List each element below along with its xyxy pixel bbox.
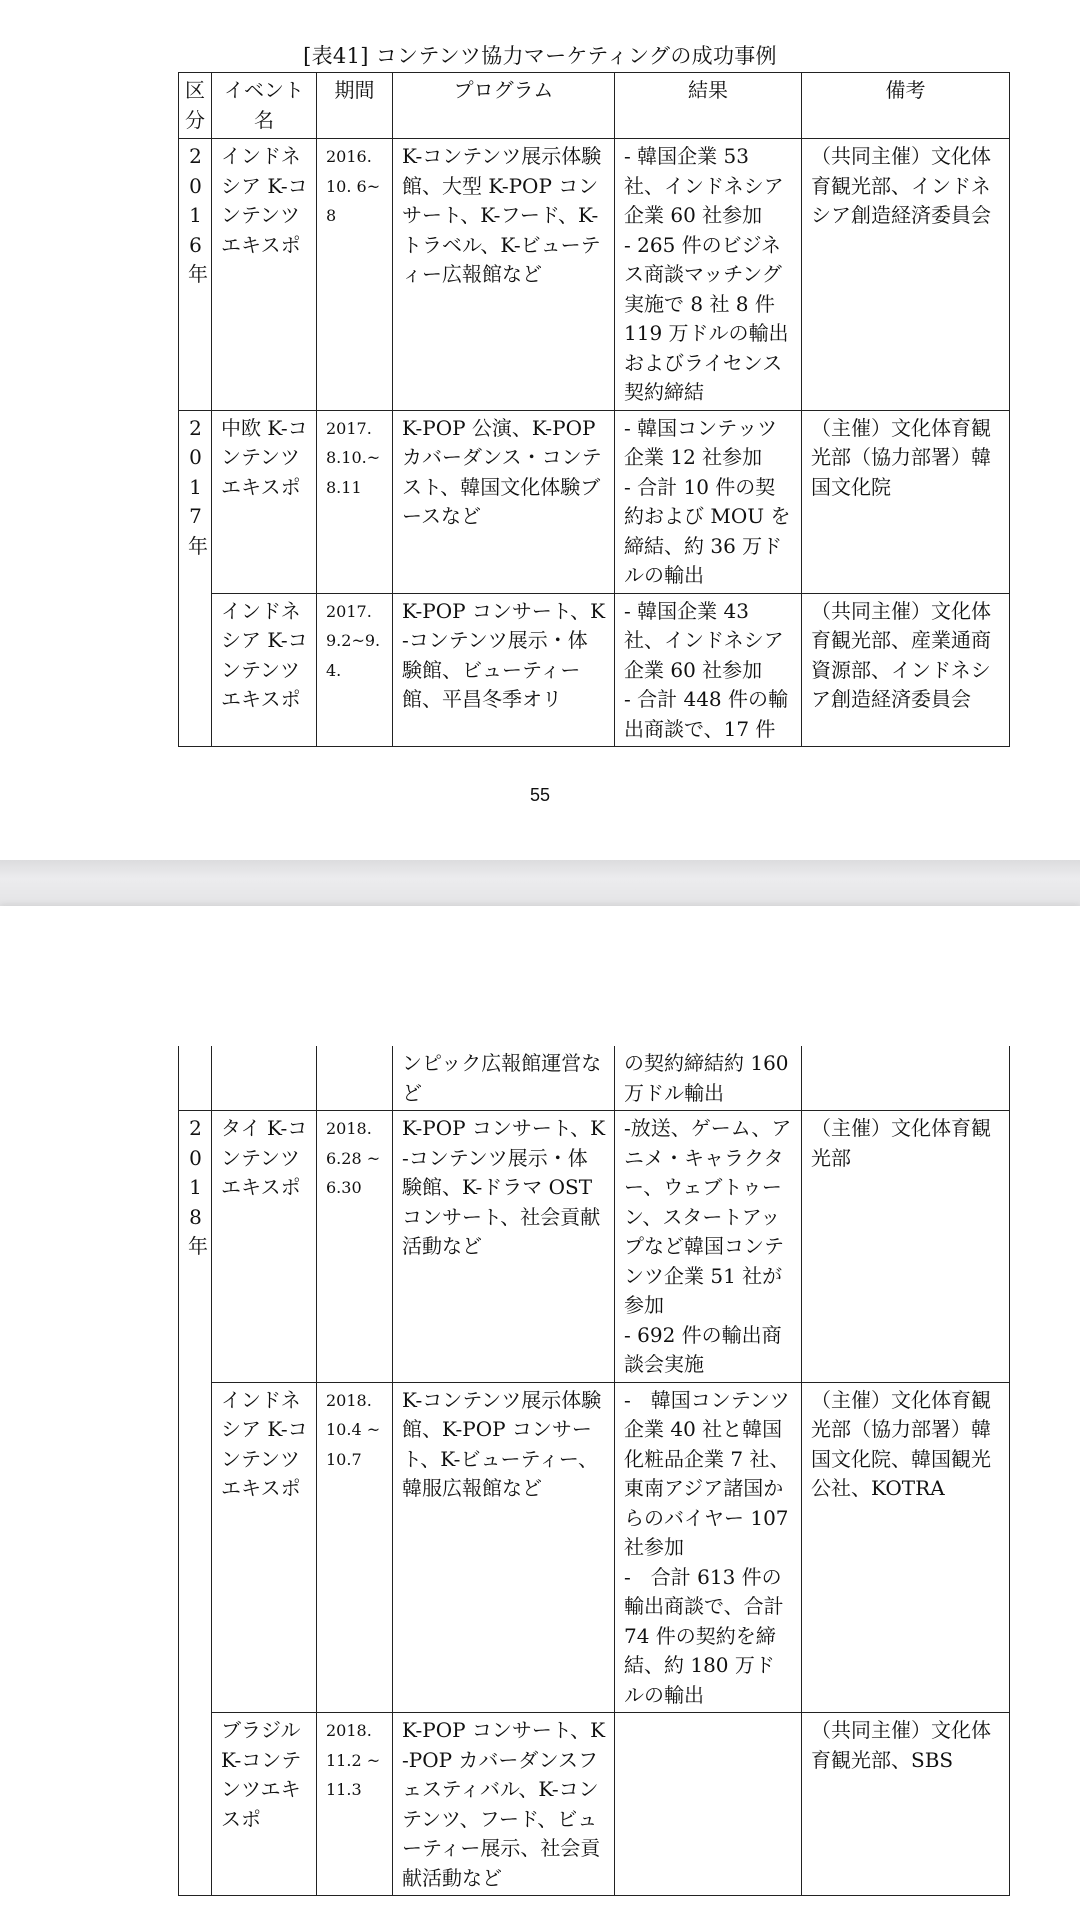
- success-cases-table-continued: [178, 1046, 1010, 1896]
- table-row: [179, 1111, 1010, 1383]
- period-cell: 2017. 9.2~9.4.: [317, 593, 393, 747]
- event-cell: インドネシア K-コンテンツエキスポ: [212, 593, 317, 747]
- table-row: [179, 1713, 1010, 1896]
- table-row: [179, 593, 1010, 747]
- page-gap: [0, 860, 1080, 906]
- program-cell: K-コンテンツ展示体験館、大型 K-POP コンサート、K-フード、K-トラベル、K-ビューティー広報館など: [393, 139, 615, 411]
- period-cell: 2018. 10.4 ~ 10.7: [317, 1382, 393, 1713]
- header-result: 結果: [615, 73, 802, 139]
- header-notes: 備考: [802, 73, 1010, 139]
- result-cell: - 韓国企業 43 社、インドネシア企業 60 社参加 - 合計 448 件の輸出商談で、17 件: [615, 593, 802, 747]
- result-cell: の契約締結約 160 万ドル輸出: [615, 1046, 802, 1111]
- event-cell: インドネシア K-コンテンツエキスポ: [212, 139, 317, 411]
- header-event-name: イベント名: [212, 73, 317, 139]
- note-cell: （主催）文化体育観光部（協力部署）韓国文化院、韓国観光公社、KOTRA: [802, 1382, 1010, 1713]
- program-cell: K-POP コンサート、K-コンテンツ展示・体験館、K-ドラマ OST コンサート、社会貢献活動など: [393, 1111, 615, 1383]
- program-cell: K-POP コンサート、K-POP カバーダンスフェスティバル、K-コンテンツ、フード、ビューティー展示、社会貢献活動など: [393, 1713, 615, 1896]
- note-cell: （主催）文化体育観光部: [802, 1111, 1010, 1383]
- program-cell: K-POP 公演、K-POP カバーダンス・コンテスト、韓国文化体験ブースなど: [393, 410, 615, 593]
- header-program: プログラム: [393, 73, 615, 139]
- period-cell: 2017. 8.10.~ 8.11: [317, 410, 393, 593]
- note-cell: （共同主催）文化体育観光部、産業通商資源部、インドネシア創造経済委員会: [802, 593, 1010, 747]
- result-cell: [615, 1713, 802, 1896]
- result-cell: -放送、ゲーム、アニメ・キャラクター、ウェブトゥーン、スタートアップなど韓国コンテンツ企業 51 社が参加 - 692 件の輸出商談会実施: [615, 1111, 802, 1383]
- result-cell: - 韓国企業 53 社、インドネシア企業 60 社参加 - 265 件のビジネス商談マッチング実施で 8 社 8 件 119 万ドルの輸出およびライセンス契約締結: [615, 139, 802, 411]
- header-category: 区分: [179, 73, 212, 139]
- table-row: [179, 139, 1010, 411]
- header-period: 期間: [317, 73, 393, 139]
- year-cell: 2 0 1 7 年: [179, 410, 212, 747]
- period-cell: 2016. 10. 6~8: [317, 139, 393, 411]
- document-page-55: [0, 0, 1080, 860]
- note-cell: （共同主催）文化体育観光部、SBS: [802, 1713, 1010, 1896]
- result-cell: - 韓国コンテンツ企業 40 社と韓国化粧品企業 7 社、東南アジア諸国からのバイヤー 107 社参加 - 合計 613 件の輸出商談で、合計 74 件の契約を締結、約 180 万ドルの輸出: [615, 1382, 802, 1713]
- period-cell: [317, 1046, 393, 1111]
- page-number: 55: [529, 785, 551, 805]
- program-cell: ンピック広報館運営など: [393, 1046, 615, 1111]
- table-row: [179, 1382, 1010, 1713]
- note-cell: （共同主催）文化体育観光部、インドネシア創造経済委員会: [802, 139, 1010, 411]
- table-header-row: [179, 73, 1010, 139]
- event-cell: ブラジル K-コンテンツエキスポ: [212, 1713, 317, 1896]
- program-cell: K-コンテンツ展示体験館、K-POP コンサート、K-ビューティー、韓服広報館など: [393, 1382, 615, 1713]
- year-cell: 2 0 1 8 年: [179, 1111, 212, 1896]
- table-row: [179, 1046, 1010, 1111]
- year-cell: [179, 1046, 212, 1111]
- result-cell: - 韓国コンテッツ企業 12 社参加 - 合計 10 件の契約および MOU を締結、約 36 万ドルの輸出: [615, 410, 802, 593]
- event-cell: [212, 1046, 317, 1111]
- note-cell: [802, 1046, 1010, 1111]
- success-cases-table: [178, 72, 1010, 747]
- year-cell: 2 0 1 6 年: [179, 139, 212, 411]
- event-cell: インドネシア K-コンテンツエキスポ: [212, 1382, 317, 1713]
- program-cell: K-POP コンサート、K-コンテンツ展示・体験館、ビューティー館、平昌冬季オリ: [393, 593, 615, 747]
- event-cell: 中欧 K-コンテンツエキスポ: [212, 410, 317, 593]
- period-cell: 2018. 11.2 ~ 11.3: [317, 1713, 393, 1896]
- period-cell: 2018. 6.28 ~ 6.30: [317, 1111, 393, 1383]
- table-row: [179, 410, 1010, 593]
- event-cell: タイ K-コンテンツエキスポ: [212, 1111, 317, 1383]
- note-cell: （主催）文化体育観光部（協力部署）韓国文化院: [802, 410, 1010, 593]
- table-caption: [表41] コンテンツ協力マーケティングの成功事例: [303, 44, 777, 68]
